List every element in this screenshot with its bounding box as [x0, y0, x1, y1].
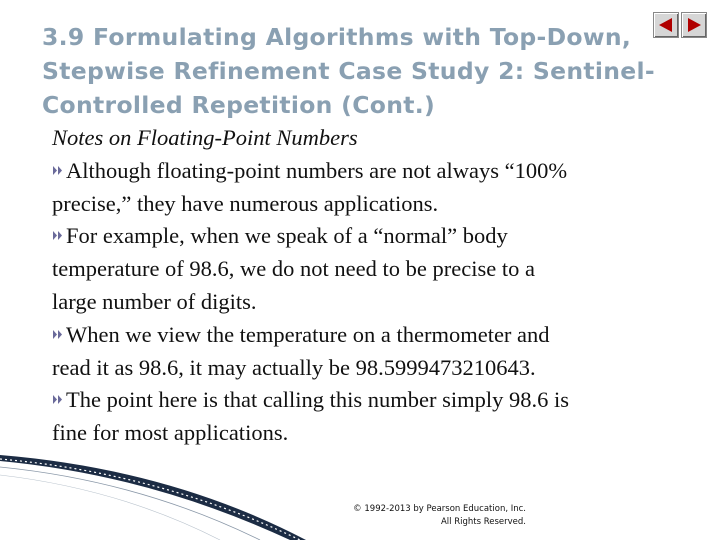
bullet-text: For example, when we speak of a “normal” body [66, 223, 508, 249]
copyright-line: © 1992-2013 by Pearson Education, Inc. [353, 504, 526, 514]
bullet-icon [52, 394, 65, 405]
slide-navigation [653, 12, 707, 38]
bullet-icon [52, 165, 65, 176]
title-line-2: Stepwise Refinement Case Study 2: Sentinel- [42, 57, 655, 85]
bullet-icon [52, 329, 65, 340]
slide-title [42, 20, 662, 122]
left-triangle-icon [657, 16, 675, 34]
slide-body [52, 122, 682, 450]
bullet-icon [52, 230, 65, 241]
bullet-text: When we view the temperature on a thermometer and [66, 321, 550, 347]
bullet-item [52, 384, 682, 450]
next-slide-button[interactable] [681, 12, 707, 38]
bullet-item [52, 220, 682, 318]
title-line-3: Controlled Repetition (Cont.) [42, 91, 436, 119]
title-line-1: 3.9 Formulating Algorithms with Top-Down, [42, 23, 632, 51]
bullet-text: The point here is that calling this number simply 98.6 is [66, 387, 570, 413]
right-triangle-icon [685, 16, 703, 34]
bullet-item [52, 155, 682, 221]
copyright-line: All Rights Reserved. [440, 517, 526, 527]
previous-slide-button[interactable] [653, 12, 679, 38]
bullet-text: Although floating-point numbers are not always “100% [66, 157, 568, 183]
bullet-continuation: precise,” they have numerous applications. [52, 190, 439, 216]
bullet-item [52, 319, 682, 385]
copyright-notice [328, 503, 526, 529]
bullet-continuation: fine for most applications. [52, 420, 289, 446]
subheading: Notes on Floating-Point Numbers [52, 125, 358, 150]
bullet-continuation: read it as 98.6, it may actually be 98.5999473210643. [52, 354, 536, 380]
bullet-continuation: large number of digits. [52, 288, 257, 314]
bullet-continuation: temperature of 98.6, we do not need to be precise to a [52, 256, 535, 282]
